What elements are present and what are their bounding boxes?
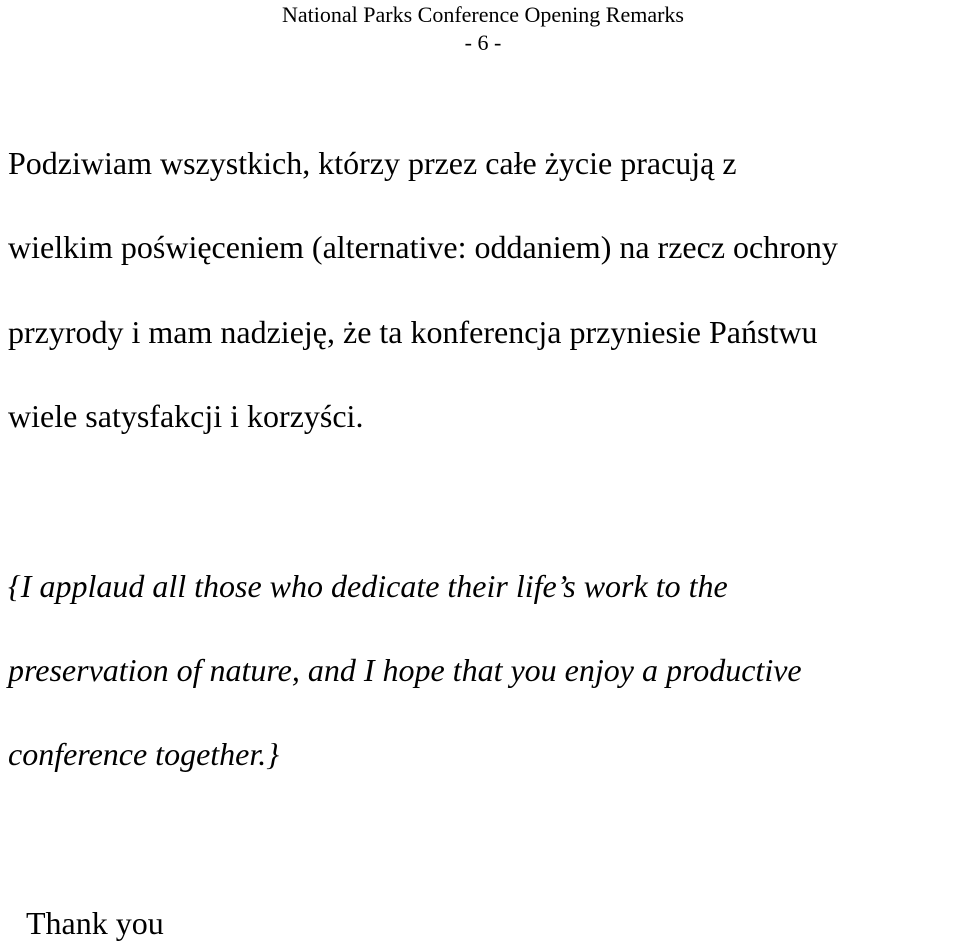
polish-line-4: wiele satysfakcji i korzyści. <box>8 398 364 434</box>
polish-line-2: wielkim poświęceniem (alternative: oddaniem) na rzecz ochrony <box>8 229 838 265</box>
polish-line-1: Podziwiam wszystkich, którzy przez całe życie pracują z <box>8 145 737 181</box>
english-line-3: conference together.} <box>8 736 280 772</box>
english-line-2: preservation of nature, and I hope that you enjoy a productive <box>8 652 802 688</box>
header-title: National Parks Conference Opening Remarks <box>282 2 684 27</box>
page-number: - 6 - <box>464 30 502 55</box>
english-line-1: {I applaud all those who dedicate their life’s work to the <box>8 568 728 604</box>
polish-line-3: przyrody i mam nadzieję, że ta konferencja przyniesie Państwu <box>8 314 818 350</box>
closing-thank-you: Thank you <box>26 905 164 941</box>
